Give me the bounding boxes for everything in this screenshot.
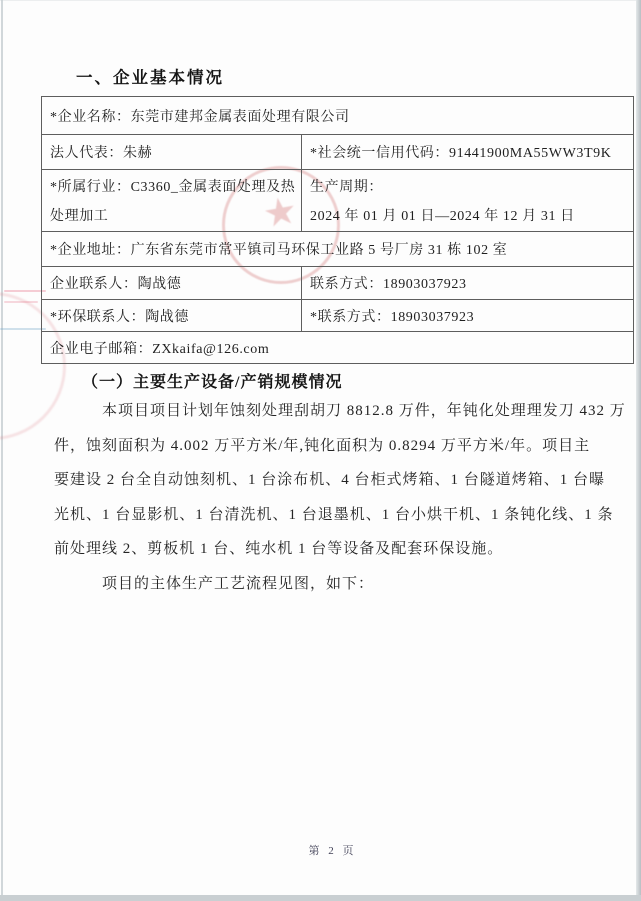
period-label: 生产周期：: [310, 180, 383, 195]
scan-left-edge: [1, 0, 3, 901]
paragraph-line: 项目的主体生产工艺流程见图，如下：: [102, 575, 375, 592]
section-heading: （一）主要生产设备/产销规模情况: [82, 374, 343, 391]
paragraph-line: 件，蚀刻面积为 4.002 万平方米/年,钝化面积为 0.8294 万平方米/年。项目主: [54, 437, 591, 454]
row-industry-period: [42, 170, 633, 232]
production-period-cell: [302, 170, 633, 231]
star-icon: ★: [259, 187, 301, 237]
production-paragraph: [54, 394, 626, 601]
row-env-contact: [42, 300, 633, 332]
env-contact-cell: *环保联系人：陶战德: [42, 300, 302, 331]
period-dates: 2024 年 01 月 01 日—2024 年 12 月 31 日: [310, 209, 575, 224]
scan-streak: [4, 290, 46, 292]
scan-bottom-edge: [0, 895, 641, 901]
paragraph-line: 本项目项目计划年蚀刻处理刮胡刀 8812.8 万件，年钝化处理理发刀 432 万: [102, 403, 626, 419]
company-contact-cell: 企业联系人：陶战德: [42, 267, 302, 299]
paragraph-line: 要建设 2 台全自动蚀刻机、1 台涂布机、4 台柜式烤箱、1 台隧道烤箱、1 台曝: [54, 472, 606, 488]
page-number: 第 2 页: [308, 845, 357, 857]
row-company-email: [42, 332, 633, 363]
row-company-contact: [42, 267, 633, 300]
paragraph-line: 前处理线 2、剪板机 1 台、纯水机 1 台等设备及配套环保设施。: [54, 541, 504, 557]
credit-code-cell: *社会统一信用代码：91441900MA55WW3T9K: [310, 146, 612, 161]
scan-right-edge: [636, 0, 641, 901]
row-company-address: [42, 232, 633, 267]
row-legal-rep: [42, 135, 633, 170]
legal-rep-cell: 法人代表：朱赫: [42, 135, 302, 169]
company-info-table: [41, 96, 634, 364]
industry-line-1: *所属行业：C3360_金属表面处理及热: [50, 180, 296, 195]
company-email-cell: 企业电子邮箱：ZXkaifa@126.com: [50, 341, 270, 357]
company-name-cell: *企业名称：东莞市建邦金属表面处理有限公司: [50, 109, 350, 125]
scan-top-edge: [0, 0, 641, 1]
company-contact-phone-cell: 联系方式：18903037923: [310, 277, 467, 292]
row-company-name: [42, 97, 633, 135]
industry-cell: [42, 170, 302, 231]
paragraph-line: 光机、1 台显影机、1 台清洗机、1 台退墨机、1 台小烘干机、1 条钝化线、1 条: [54, 506, 614, 523]
env-contact-phone-cell: *联系方式：18903037923: [310, 309, 475, 325]
company-address-cell: *企业地址：广东省东莞市常平镇司马环保工业路 5 号厂房 31 栋 102 室: [50, 243, 508, 258]
industry-line-2: 处理加工: [50, 209, 109, 224]
page-title: 一、企业基本情况: [76, 68, 224, 87]
